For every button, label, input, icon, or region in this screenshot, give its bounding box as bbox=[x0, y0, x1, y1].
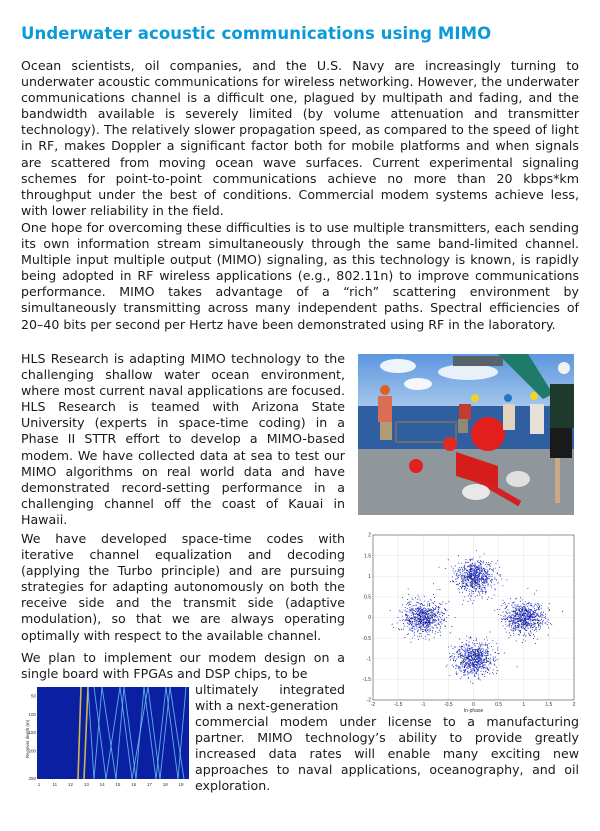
svg-text:-1: -1 bbox=[421, 702, 426, 708]
paragraph-intro: Ocean scientists, oil companies, and the U.S. Navy are increasingly turning to underwater acoustic communications for wireless networking. However, the underwater communications channel is a difficult one, plagued by multipath and fading, and the bandwidth available is severely limited (by volume attenuation and transmitter technology). The relatively slower propagation speed, as compared to the speed of light in RF, makes Doppler a significant factor both for mobile platforms and when signals are scattered from moving ocean wave surfaces. Current experimental signaling schemes for point-to-point communications achieve no more than 20 kbps*km throughput under the best of conditions. Commercial modem systems achieve less, with lower reliability in the field. bbox=[21, 58, 579, 218]
svg-text:-1: -1 bbox=[366, 656, 371, 663]
svg-text:12: 12 bbox=[68, 782, 74, 787]
svg-text:0.5: 0.5 bbox=[364, 594, 371, 601]
svg-text:250: 250 bbox=[28, 776, 36, 781]
svg-text:19: 19 bbox=[178, 782, 184, 787]
svg-text:14: 14 bbox=[99, 782, 105, 787]
svg-text:13: 13 bbox=[83, 782, 89, 787]
svg-text:11: 11 bbox=[52, 782, 58, 787]
svg-text:1: 1 bbox=[37, 782, 41, 787]
svg-text:200: 200 bbox=[28, 748, 36, 754]
svg-text:1: 1 bbox=[522, 702, 526, 708]
photo-illustration bbox=[358, 354, 574, 515]
svg-text:1: 1 bbox=[368, 573, 371, 580]
paragraph-modem-plan-b: ultimately integrated with a next-generation bbox=[195, 682, 345, 714]
svg-text:16: 16 bbox=[131, 782, 137, 787]
svg-text:-2: -2 bbox=[370, 702, 376, 708]
svg-text:17: 17 bbox=[146, 782, 152, 787]
paragraph-hls-research: HLS Research is adapting MIMO technology to the challenging shallow water ocean environment, where most current naval applications are focused. HLS Research is teamed with Arizona State University (experts in space-time coding) in a Phase II STTR effort to develop a MIMO-based modem. We have collected data at sea to test our MIMO algorithms on real world data and have demonstrated record-setting performance in a challenging channel off the coast of Kauai in Hawaii. bbox=[21, 351, 345, 527]
svg-text:50: 50 bbox=[30, 693, 36, 699]
svg-text:-0.5: -0.5 bbox=[444, 702, 453, 708]
scatter-plot-canvas bbox=[356, 530, 581, 715]
svg-text:Receiver depth (m): Receiver depth (m) bbox=[25, 719, 30, 759]
svg-text:150: 150 bbox=[28, 730, 36, 736]
svg-text:-1.5: -1.5 bbox=[362, 677, 371, 684]
svg-text:18: 18 bbox=[162, 782, 168, 787]
svg-text:0: 0 bbox=[368, 615, 371, 622]
svg-text:1.5: 1.5 bbox=[364, 553, 371, 560]
svg-text:2: 2 bbox=[368, 532, 371, 539]
svg-text:-2: -2 bbox=[366, 697, 371, 704]
svg-text:-0.5: -0.5 bbox=[362, 635, 371, 642]
svg-text:-1.5: -1.5 bbox=[393, 702, 403, 708]
svg-text:0: 0 bbox=[472, 702, 475, 708]
svg-text:100: 100 bbox=[28, 711, 36, 717]
paragraph-modem-plan-a: We plan to implement our modem design on a single board with FPGAs and DSP chips, to be bbox=[21, 650, 345, 682]
receiver-depth-heatmap bbox=[24, 683, 192, 789]
svg-text:In-phase: In-phase bbox=[463, 708, 484, 714]
svg-text:1.5: 1.5 bbox=[545, 702, 553, 708]
paragraph-mimo-hope: One hope for overcoming these difficulties is to use multiple transmitters, each sending its own information stream simultaneously through the same band-limited channel. Multiple input multiple output (MIMO) signaling, as this technology is known, is rapidly being adopted in RF wireless applications (e.g., 802.11n) to improve communications performance. MIMO takes advantage of a “rich” scattering environment by simultaneously transmitting across many independent paths. Spectral efficiencies of 20–40 bits per second per Hertz have been demonstrated using RF in the laboratory. bbox=[21, 220, 579, 332]
constellation-scatter-plot bbox=[356, 530, 581, 715]
paragraph-modem-plan-c: commercial modem under license to a manufacturing partner. MIMO technology’s ability to provide greatly increased data rates will enable many exciting new approaches to naval applications, oceanography, and oil exploration. bbox=[195, 714, 579, 794]
svg-text:15: 15 bbox=[115, 782, 121, 787]
svg-text:0.5: 0.5 bbox=[495, 702, 503, 708]
svg-text:2: 2 bbox=[572, 702, 576, 708]
paragraph-space-time-codes: We have developed space-time codes with iterative channel equalization and decoding (applying the Turbo principle) and are pursuing strategies for adapting autonomously on both the receive side and the transmit side (adaptive modulation), so that we are always operating optimally with respect to the available channel. bbox=[21, 531, 345, 643]
heatmap-canvas bbox=[24, 683, 192, 789]
page-title: Underwater acoustic communications using MIMO bbox=[21, 24, 492, 43]
ship-deck-photo bbox=[358, 354, 574, 515]
